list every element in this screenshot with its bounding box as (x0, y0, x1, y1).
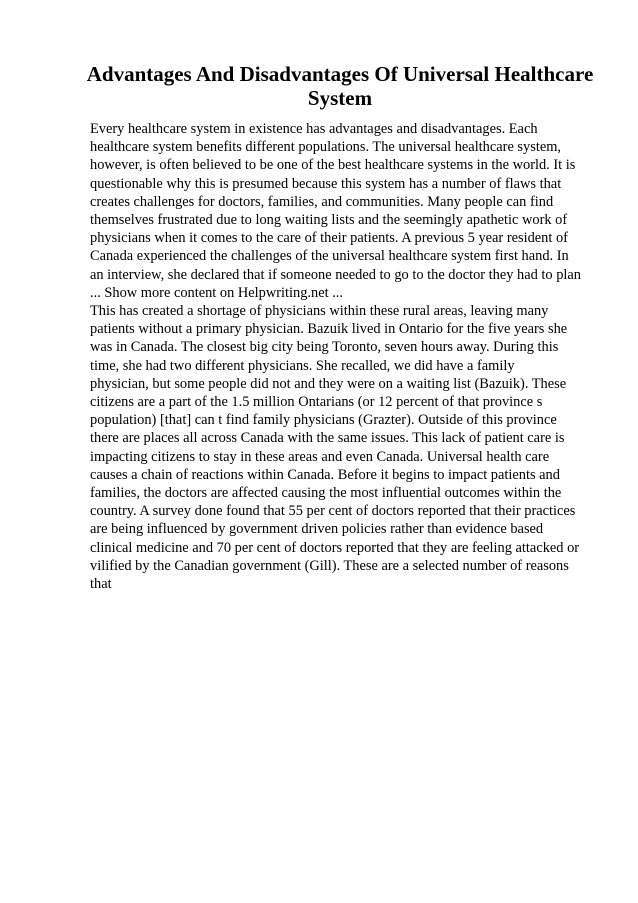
body-line: healthcare system benefits different populations. The universal healthcare system, (90, 139, 562, 156)
body-line: physician, but some people did not and they were on a waiting list (Bazuik). These (90, 375, 567, 392)
body-line: creates challenges for doctors, families, and communities. Many people can find (90, 193, 554, 210)
body-line: impacting citizens to stay in these areas and even Canada. Universal health care (90, 448, 550, 465)
body-line: causes a chain of reactions within Canada. Before it begins to impact patients and (90, 466, 560, 483)
body-line: clinical medicine and 70 per cent of doctors reported that they are feeling attacked or (90, 539, 580, 556)
body-line: physicians when it comes to the care of their patients. A previous 5 year resident of (90, 230, 568, 247)
body-line: questionable why this is presumed because this system has a number of flaws that (90, 175, 562, 192)
body-line: themselves frustrated due to long waiting lists and the seemingly apathetic work of (90, 212, 568, 229)
body-line: Canada experienced the challenges of the universal healthcare system first hand. In (90, 248, 569, 265)
body-line: however, is often believed to be one of the best healthcare systems in the world. It is (90, 157, 576, 174)
body-line: that (90, 576, 112, 593)
body-line: an interview, she declared that if someone needed to go to the doctor they had to plan (90, 266, 581, 283)
body-line: This has created a shortage of physicians within these rural areas, leaving many (90, 303, 549, 320)
body-line: was in Canada. The closest big city being Toronto, seven hours away. During this (90, 339, 559, 356)
body-line: there are places all across Canada with the same issues. This lack of patient care is (90, 430, 565, 447)
body-line: are being influenced by government driven policies rather than evidence based (90, 521, 544, 538)
body-line: citizens are a part of the 1.5 million Ontarians (or 12 percent of that province s (90, 394, 543, 411)
document-body (90, 120, 620, 593)
body-line: time, she had two different physicians. She recalled, we did have a family (90, 357, 515, 374)
body-line: Every healthcare system in existence has advantages and disadvantages. Each (90, 121, 538, 137)
body-line: vilified by the Canadian government (Gill). These are a selected number of reasons (90, 557, 569, 574)
document-title (60, 62, 620, 110)
title-line: Advantages And Disadvantages Of Universal Healthcare (86, 62, 594, 86)
body-line: families, the doctors are affected causing the most influential outcomes within the (90, 485, 562, 502)
body-line: country. A survey done found that 55 per cent of doctors reported that their practices (90, 503, 576, 520)
show-more-line: ... Show more content on Helpwriting.net ... (90, 284, 343, 301)
title-line: System (307, 86, 373, 110)
body-line: patients without a primary physician. Bazuik lived in Ontario for the five years she (90, 321, 568, 338)
body-line: population) [that] can t find family physicians (Grazter). Outside of this province (90, 412, 557, 429)
